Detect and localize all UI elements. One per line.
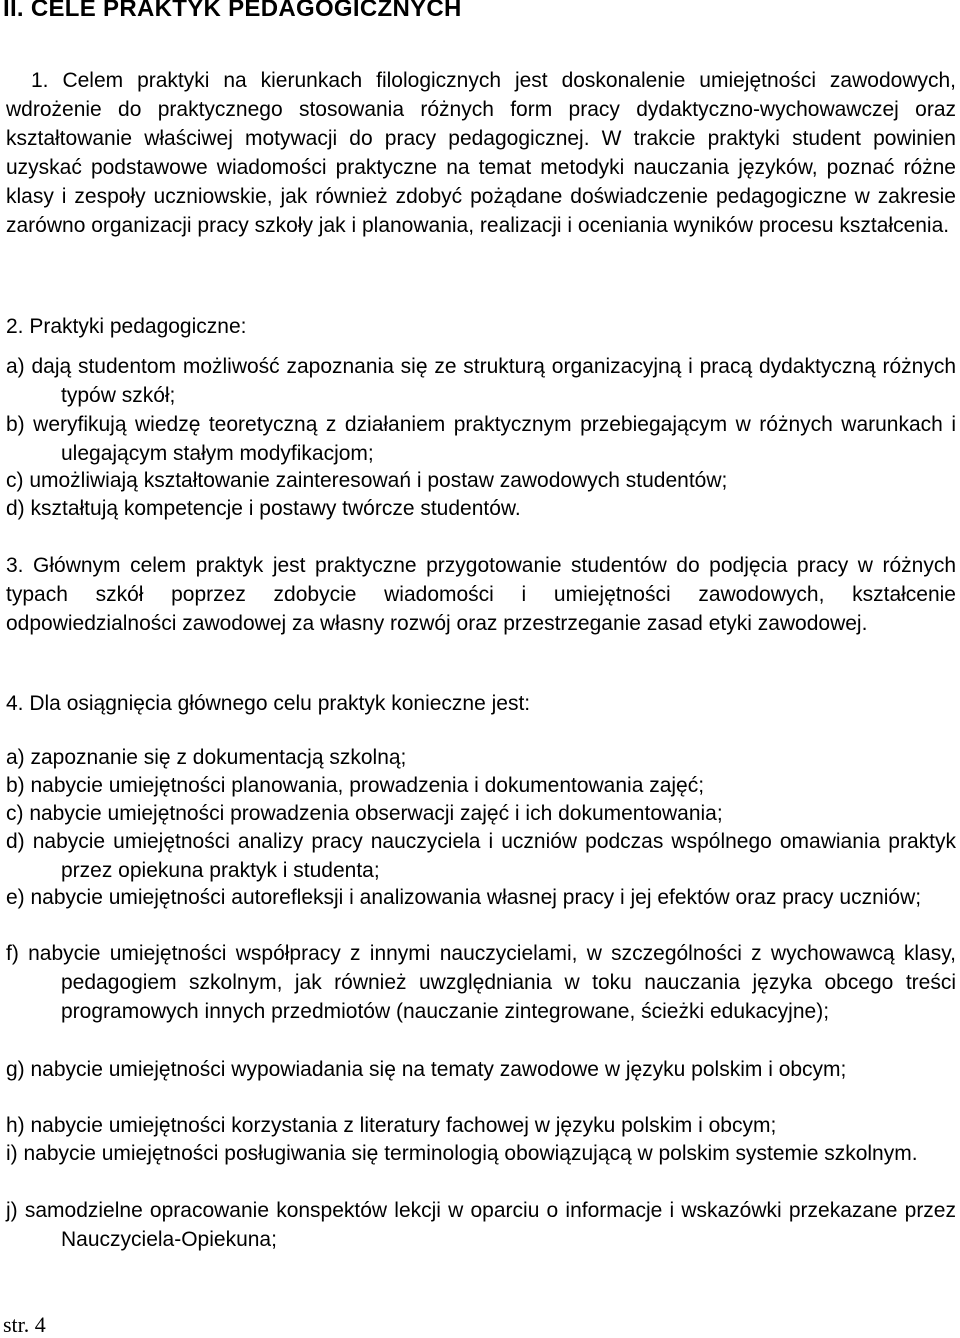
list-item-4b: b) nabycie umiejętności planowania, prowadzenia i dokumentowania zajęć; [6,774,705,797]
page-number: str. 4 [3,1312,46,1337]
paragraph-2-title: 2. Praktyki pedagogiczne: [6,315,247,338]
list-item-4d: d) nabycie umiejętności analizy pracy nauczyciela i uczniów podczas wspólnego omawiania praktyk przez opiekuna praktyk i studenta; [6,830,956,882]
list-item-4i: i) nabycie umiejętności posługiwania się terminologią obowiązującą w polskim systemie szkolnym. [6,1142,918,1165]
list-item-2c: c) umożliwiają kształtowanie zainteresowań i postaw zawodowych studentów; [6,469,728,492]
list-item-4f: f) nabycie umiejętności współpracy z innymi nauczycielami, w szczególności z wychowawcą klasy, pedagogiem szkolnym, jak również uwzględniania w toku nauczania języka obcego treści programowych innych przedmiotów (nauczanie zintegrowane, ścieżki edukacyjne); [6,942,956,1023]
list-item-2a: a) dają studentom możliwość zapoznania się ze strukturą organizacyjną i pracą dydaktyczną różnych typów szkół; [6,355,956,407]
paragraph-4-title: 4. Dla osiągnięcia głównego celu praktyk konieczne jest: [6,692,531,715]
paragraph-1: 1. Celem praktyki na kierunkach filologicznych jest doskonalenie umiejętności zawodowych, wdrożenie do praktycznego stosowania różnych form pracy dydaktyczno-wychowawczej oraz kształtowanie właściwej motywacji do pracy pedagogicznej. W trakcie praktyki student powinien uzyskać podstawowe wiadomości praktyczne na temat metodyki nauczania języków, poznać różne klasy i zespoły uczniowskie, jak również zdobyć pożądane doświadczenie pedagogiczne w zakresie zarówno organizacji pracy szkoły jak i planowania, realizacji i oceniania wyników procesu kształcenia. [6,69,956,237]
list-item-4h: h) nabycie umiejętności korzystania z literatury fachowej w języku polskim i obcym; [6,1114,777,1137]
list-item-4j: j) samodzielne opracowanie konspektów lekcji w oparciu o informacje i wskazówki przekazane przez Nauczyciela-Opiekuna; [6,1199,956,1251]
list-item-4e: e) nabycie umiejętności autorefleksji i analizowania własnej pracy i jej efektów oraz pracy uczniów; [6,886,922,909]
list-item-2d: d) kształtują kompetencje i postawy twórcze studentów. [6,497,521,520]
list-item-4a: a) zapoznanie się z dokumentacją szkolną; [6,746,407,769]
list-item-4c: c) nabycie umiejętności prowadzenia obserwacji zajęć i ich dokumentowania; [6,802,723,825]
section-heading: II. CELE PRAKTYK PEDAGOGICZNYCH [3,0,462,22]
paragraph-3: 3. Głównym celem praktyk jest praktyczne przygotowanie studentów do podjęcia pracy w różnych typach szkół poprzez zdobycie wiadomości i umiejętności zawodowych, kształcenie odpowiedzialności zawodowej za własny rozwój oraz przestrzeganie zasad etyki zawodowej. [6,554,956,635]
list-item-4g: g) nabycie umiejętności wypowiadania się na tematy zawodowe w języku polskim i obcym; [6,1058,847,1081]
list-item-2b: b) weryfikują wiedzę teoretyczną z działaniem praktycznym przebiegającym w różnych warunkach i ulegającym stałym modyfikacjom; [6,413,956,465]
